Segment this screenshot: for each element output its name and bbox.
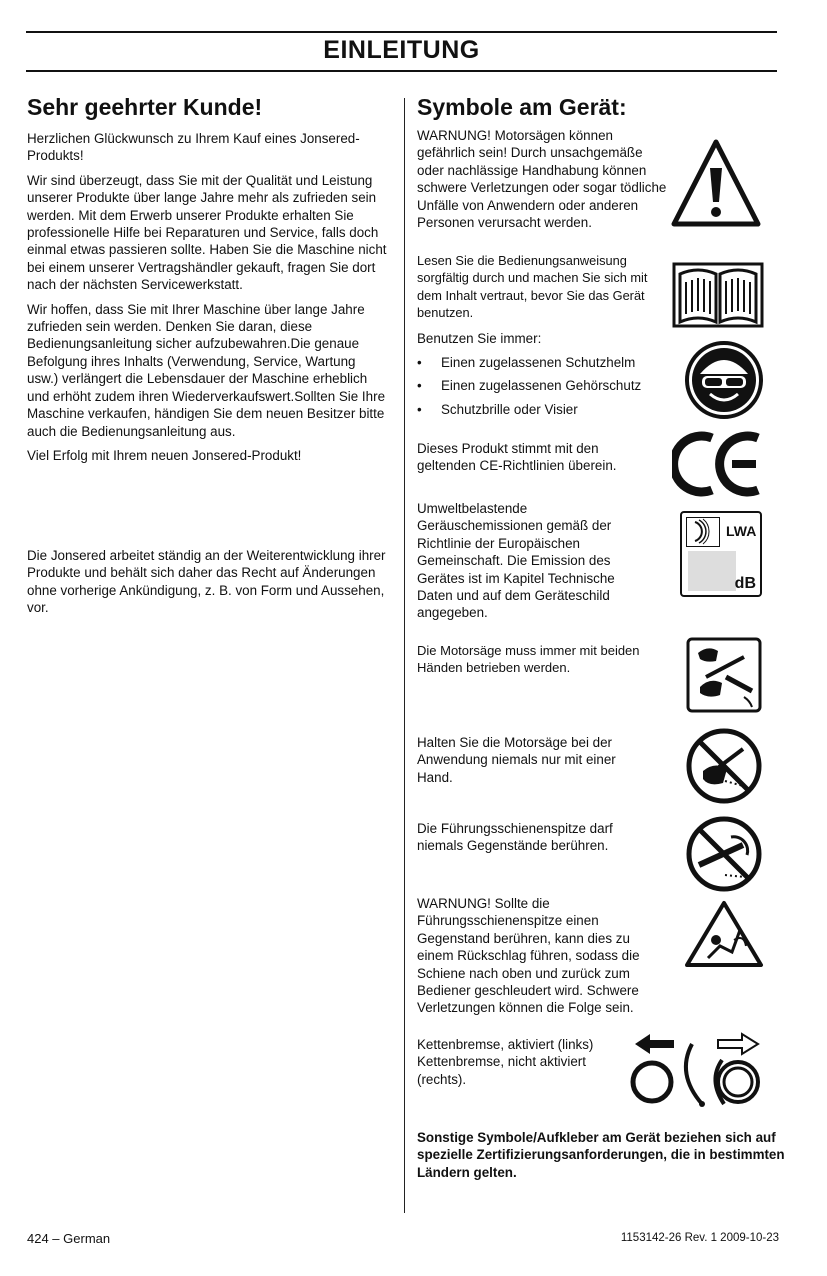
- paragraph: Viel Erfolg mit Ihrem neuen Jonsered-Produkt!: [27, 447, 302, 463]
- right-heading: Symbole am Gerät:: [417, 94, 627, 120]
- warning-triangle-icon: [670, 138, 762, 230]
- brake-text: Kettenbremse, aktiviert (links) Kettenbremse, nicht aktiviert (rechts).: [417, 1037, 594, 1087]
- header-top-rule: [26, 31, 777, 33]
- list-item-label: Einen zugelassenen Gehörschutz: [441, 378, 642, 393]
- header-bottom-rule: [26, 70, 777, 72]
- list-item: • Schutzbrille oder Visier: [417, 402, 578, 417]
- noise-value-box: [688, 551, 736, 591]
- chain-brake-icon: [630, 1030, 765, 1110]
- paragraph: Wir sind überzeugt, dass Sie mit der Qualität und Leistung unserer Produkte über lange Jahre mehr als zufrieden sein werden. Mit dem Erwerb unserer Produkte erhalten Sie professionelle Hilfe bei Reparaturen und Service, falls doch einmal etwas passieren sollte. Haben Sie die Maschine nicht bei einem unserer Vertragshändler gekauft, fragen Sie dort nach der nächsten Servicewerkstatt.: [27, 172, 387, 293]
- column-divider: [404, 98, 405, 1213]
- lwa-label: LWA: [726, 523, 757, 539]
- manual-text: Lesen Sie die Bedienungsanweisung sorgfältig durch und machen Sie sich mit dem Inhalt vertraut, bevor Sie das Gerät benutzen.: [417, 253, 648, 321]
- ce-mark-icon: [672, 430, 764, 498]
- left-heading: Sehr geehrter Kunde!: [27, 94, 263, 120]
- closing-text: Die Jonsered arbeitet ständig an der Weiterentwicklung ihrer Produkte und behält sich daher das Recht auf Änderungen ohne vorherige Ankündigung, z. B. von Form und Aussehen, vor.: [27, 548, 386, 616]
- no-tip-contact-icon: [685, 815, 763, 893]
- document-reference: 1153142-26 Rev. 1 2009-10-23: [620, 1232, 779, 1244]
- two-hands-icon: [686, 637, 762, 713]
- no-one-hand-icon: [685, 727, 763, 805]
- ppe-intro: Benutzen Sie immer:: [417, 331, 542, 346]
- noise-label-icon: [680, 511, 762, 597]
- intro-text: [27, 130, 389, 471]
- manual-book-icon: [672, 262, 764, 328]
- noise-text: Umweltbelastende Geräuschemissionen gemäß der Richtlinie der Europäischen Gemeinschaft. Die Emission des Gerätes ist im Kapitel Technische Daten und auf dem Geräteschild angegeben.: [417, 501, 615, 621]
- list-item-label: Einen zugelassenen Schutzhelm: [441, 355, 636, 370]
- list-item: • Einen zugelassenen Schutzhelm: [417, 355, 636, 370]
- kickback-text: WARNUNG! Sollte die Führungsschienenspitze einen Gegenstand berühren, kann dies zu einem Rückschlag führen, sodass die Schiene nach oben und zurück zum Bediener geschleudert wird. Schwere Verletzungen können die Folge sein.: [417, 896, 640, 1016]
- warning-text: WARNUNG! Motorsägen können gefährlich sein! Durch unsachgemäße oder nachlässige Handhabung können schwere Verletzungen oder sogar tödliche Unfälle von Anwendern oder anderen Personen verursacht werden.: [417, 128, 667, 231]
- db-label: dB: [734, 575, 756, 592]
- protective-gear-icon: [684, 340, 764, 420]
- sound-icon: [686, 517, 720, 547]
- tip-text: Die Führungsschienenspitze darf niemals Gegenstände berühren.: [417, 821, 613, 854]
- other-symbols-note: Sonstige Symbole/Aufkleber am Gerät beziehen sich auf spezielle Zertifizierungsanforderungen, die in bestimmten Ländern gelten.: [417, 1130, 785, 1180]
- kickback-warning-icon: [684, 900, 764, 968]
- one-hand-text: Halten Sie die Motorsäge bei der Anwendung niemals nur mit einer Hand.: [417, 735, 616, 785]
- paragraph: Herzlichen Glückwunsch zu Ihrem Kauf eines Jonsered-Produkts!: [27, 131, 360, 164]
- page-title: EINLEITUNG: [323, 36, 480, 64]
- list-item-label: Schutzbrille oder Visier: [441, 402, 578, 417]
- two-hands-text: Die Motorsäge muss immer mit beiden Händen betrieben werden.: [417, 643, 640, 676]
- ce-text: Dieses Produkt stimmt mit den geltenden CE-Richtlinien überein.: [417, 441, 617, 474]
- page-number: 424 – German: [27, 1231, 111, 1246]
- list-item: • Einen zugelassenen Gehörschutz: [417, 378, 642, 393]
- paragraph: Wir hoffen, dass Sie mit Ihrer Maschine über lange Jahre zufrieden sein werden. Denken Sie daran, diese Bedienungsanleitung sicher aufzubewahren.Die genaue Befolgung ihres Inhalts (Verwendung, Service, Wartung usw.) verlängert die Lebensdauer der Maschine erheblich und erhöht zudem ihren Wiederverkaufswert.Sollten Sie Ihre Maschine verkaufen, händigen Sie dem neuen Besitzer bitte auch die Bedienungsanleitung aus.: [27, 301, 386, 439]
